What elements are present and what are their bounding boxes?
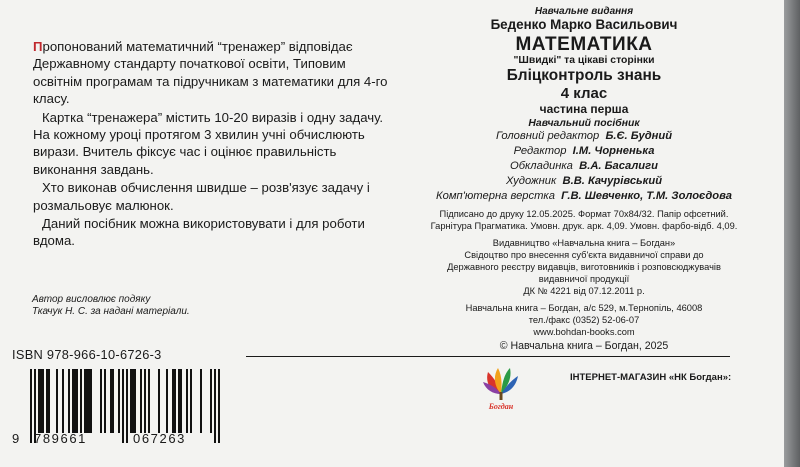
- certificate-line-1: Свідоцтво про внесення суб'єкта видавничої справи до: [464, 250, 704, 260]
- barcode-bar: [200, 369, 202, 433]
- barcode-bar: [190, 369, 192, 433]
- barcode-bar: [100, 369, 102, 433]
- online-shop-label: ІНТЕРНЕТ-МАГАЗИН «НК Богдан»:: [570, 372, 732, 383]
- edition-type: Навчальне видання: [534, 6, 634, 17]
- barcode-bar: [126, 369, 128, 443]
- barcode-bar: [140, 369, 142, 433]
- barcode-digit-first: 9: [12, 431, 21, 446]
- credit-name: Г.В. Шевченко, Т.М. Золоєдова: [561, 190, 732, 202]
- publisher-website[interactable]: www.bohdan-books.com: [533, 327, 635, 337]
- barcode-bar: [130, 369, 132, 433]
- credit-role: Редактор: [513, 145, 567, 157]
- barcode-bar: [110, 369, 112, 433]
- divider-line: [246, 356, 730, 357]
- credit-name: В.В. Качурівський: [562, 175, 663, 187]
- barcode-bar: [80, 369, 82, 433]
- barcode-bar: [84, 369, 86, 433]
- barcode-bar: [68, 369, 70, 433]
- barcode-bar: [46, 369, 48, 433]
- barcode-bar: [214, 369, 216, 443]
- copyright: © Навчальна книга – Богдан, 2025: [499, 340, 669, 352]
- credit-cover: [396, 160, 772, 172]
- barcode-bar: [30, 369, 32, 443]
- certificate-line-3: видавничої продукції: [538, 274, 630, 284]
- barcode-bar: [172, 369, 174, 433]
- author-name: Беденко Марко Васильович: [490, 17, 678, 32]
- barcode-bar: [218, 369, 220, 443]
- certificate-line-4: ДК № 4221 від 07.12.2011 р.: [523, 286, 645, 296]
- barcode-bar: [42, 369, 44, 433]
- credit-artist: [396, 175, 772, 187]
- description-text: [33, 38, 388, 251]
- credit-role: Головний редактор: [495, 130, 600, 142]
- barcode-bar: [132, 369, 134, 433]
- publisher-phone: тел./факс (0352) 52-06-07: [528, 315, 640, 325]
- book-kind: Навчальний посібник: [528, 118, 640, 129]
- publisher-name: Видавництво «Навчальна книга – Богдан»: [492, 238, 676, 248]
- barcode-bar: [112, 369, 114, 433]
- barcode-bar: [122, 369, 124, 443]
- barcode-bar: [90, 369, 92, 433]
- barcode-bar: [178, 369, 180, 433]
- barcode-bar: [86, 369, 88, 433]
- credit-chief-editor: [396, 130, 772, 142]
- publisher-address: Навчальна книга – Богдан, а/с 529, м.Тернопіль, 46008: [465, 303, 703, 313]
- print-info-line-1: Підписано до друку 12.05.2025. Формат 70х84/32. Папір офсетний.: [439, 209, 729, 219]
- credit-name: В.А. Басалиги: [579, 160, 658, 172]
- acknowledgement-line-2: Ткачук Н. С. за надані матеріали.: [32, 306, 190, 317]
- paragraph-3: Хто виконав обчислення швидше – розв'язує задачу і розмальовує малюнок.: [33, 180, 370, 213]
- book-title: МАТЕМАТИКА: [515, 34, 653, 55]
- barcode-bar: [210, 369, 212, 433]
- print-info-line-2: Гарнітура Прагматика. Умовн. друк. арк. 4,09. Умовн. фарбо-відб. 4,09.: [430, 221, 738, 231]
- barcode-bar: [40, 369, 42, 433]
- barcode-bar: [38, 369, 40, 433]
- book-subtitle: "Швидкі" та цікаві сторінки: [513, 55, 655, 66]
- barcode-bar: [48, 369, 50, 433]
- barcode-bar: [166, 369, 168, 433]
- barcode-bar: [174, 369, 176, 433]
- isbn-block: [12, 347, 234, 446]
- barcode-bar: [148, 369, 150, 433]
- barcode-bar: [76, 369, 78, 433]
- paragraph-4: Даний посібник можна використовувати і для роботи вдома.: [33, 216, 365, 249]
- series-title: Бліцконтроль знань: [506, 67, 662, 84]
- barcode-bar: [180, 369, 182, 433]
- part: частина перша: [539, 102, 629, 116]
- page-edge: [784, 0, 800, 467]
- credit-name: І.М. Чорненька: [572, 145, 655, 157]
- barcode-bar: [158, 369, 160, 433]
- barcode-bar: [88, 369, 90, 433]
- barcode-bar: [56, 369, 58, 433]
- acknowledgement: [32, 294, 190, 318]
- credit-name: Б.Є. Будний: [605, 130, 673, 142]
- paragraph-2: Картка “тренажера” містить 10-20 виразів і одну задачу. На кожному уроці протягом 3 хвилин учні обчислюють вирази. Вчитель фіксує час і оцінює правильність виконання завдань.: [33, 109, 384, 177]
- drop-cap: П: [33, 39, 43, 54]
- credit-role: Комп'ютерна верстка: [436, 190, 555, 202]
- isbn-label: ISBN 978-966-10-6726-3: [12, 347, 162, 362]
- certificate-line-2: Державного реєстру видавців, виготовників і розповсюджувачів: [447, 262, 721, 272]
- bohdan-logo-icon: [480, 364, 522, 412]
- credit-editor: [396, 145, 772, 157]
- credit-role: Обкладинка: [510, 160, 573, 172]
- credit-layout: [396, 190, 772, 202]
- paragraph-1: [33, 38, 388, 108]
- barcode-bar: [104, 369, 106, 433]
- logo-text: Богдан: [488, 402, 514, 411]
- barcode-bar: [134, 369, 136, 433]
- grade: 4 клас: [560, 85, 608, 102]
- barcode-bar: [74, 369, 76, 433]
- barcode-bar: [186, 369, 188, 433]
- barcode-bar: [72, 369, 74, 433]
- paragraph-1-text: ропонований математичний “тренажер” відповідає Державному стандарту початкової освіти, Типовим освітнім програмам та підручникам з математики для 4-го класу.: [33, 39, 388, 107]
- credit-role: Художник: [505, 175, 557, 187]
- barcode-digits-left: 789661: [34, 431, 87, 446]
- barcode-bar: [118, 369, 120, 433]
- barcode-digits-right: 067263: [133, 431, 186, 446]
- barcode-bar: [144, 369, 146, 433]
- barcode-bar: [62, 369, 64, 433]
- acknowledgement-line-1: Автор висловлює подяку: [32, 294, 151, 305]
